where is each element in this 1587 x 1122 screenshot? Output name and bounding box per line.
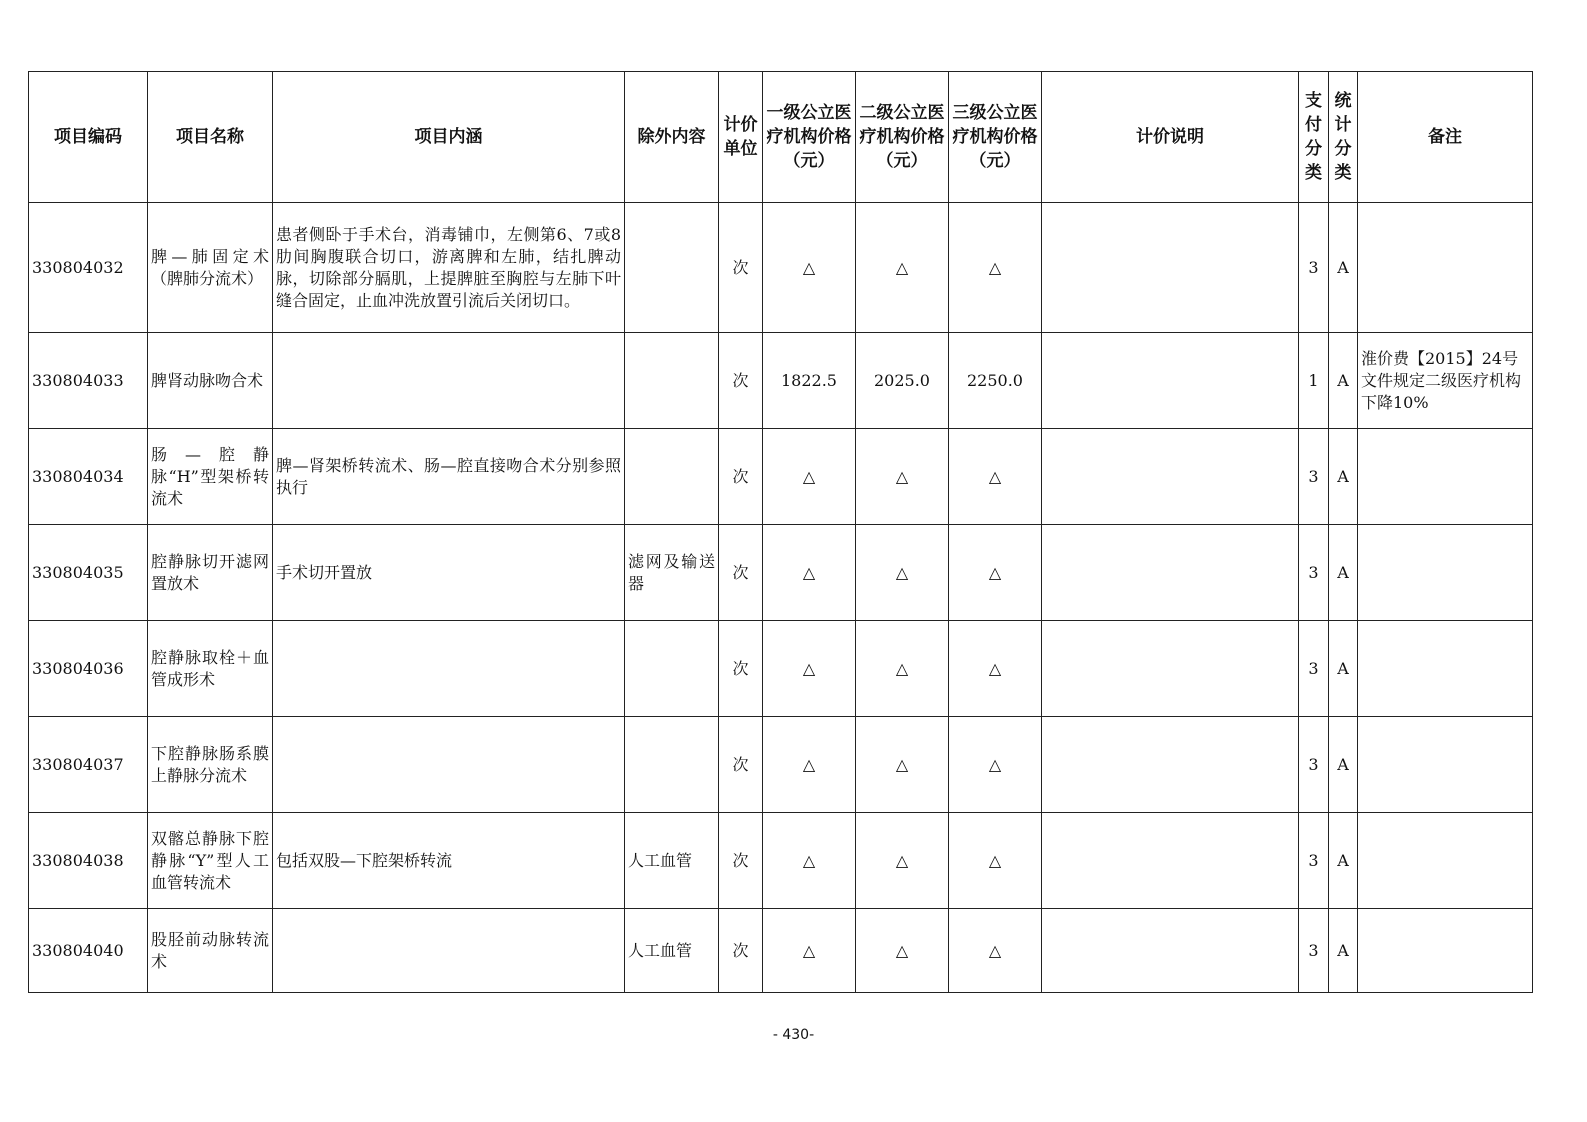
cell-stat-category: A: [1329, 203, 1358, 333]
cell-content: [273, 621, 625, 717]
cell-name: 脾—肺固定术（脾肺分流术）: [148, 203, 273, 333]
cell-price-level3: △: [949, 203, 1042, 333]
cell-price-level1: △: [763, 909, 856, 993]
cell-pricing-note: [1042, 813, 1299, 909]
cell-price-level2: △: [856, 717, 949, 813]
cell-stat-category: A: [1329, 429, 1358, 525]
header-code: 项目编码: [29, 72, 148, 203]
cell-exclusions: [625, 717, 719, 813]
cell-price-level3: △: [949, 717, 1042, 813]
cell-exclusions: 人工血管: [625, 909, 719, 993]
cell-unit: 次: [719, 203, 763, 333]
table-row: [29, 909, 1533, 993]
cell-price-level3: 2250.0: [949, 333, 1042, 429]
cell-price-level1: △: [763, 203, 856, 333]
cell-unit: 次: [719, 621, 763, 717]
header-exclusions: 除外内容: [625, 72, 719, 203]
header-price-level1: 一级公立医疗机构价格（元）: [763, 72, 856, 203]
cell-exclusions: [625, 429, 719, 525]
cell-payment-category: 3: [1299, 429, 1329, 525]
cell-payment-category: 3: [1299, 525, 1329, 621]
cell-payment-category: 3: [1299, 621, 1329, 717]
cell-price-level1: △: [763, 621, 856, 717]
cell-stat-category: A: [1329, 717, 1358, 813]
table-row: [29, 429, 1533, 525]
table-row: [29, 525, 1533, 621]
table-row: [29, 813, 1533, 909]
price-table: [28, 71, 1533, 993]
table-row: [29, 203, 1533, 333]
cell-content: [273, 333, 625, 429]
cell-price-level2: 2025.0: [856, 333, 949, 429]
cell-unit: 次: [719, 717, 763, 813]
cell-code: 330804034: [29, 429, 148, 525]
cell-code: 330804038: [29, 813, 148, 909]
header-content: 项目内涵: [273, 72, 625, 203]
cell-remark: [1358, 717, 1533, 813]
cell-remark: [1358, 525, 1533, 621]
cell-name: 脾肾动脉吻合术: [148, 333, 273, 429]
cell-stat-category: A: [1329, 333, 1358, 429]
header-row: [29, 72, 1533, 203]
cell-code: 330804035: [29, 525, 148, 621]
cell-remark: 淮价费【2015】24号文件规定二级医疗机构下降10%: [1358, 333, 1533, 429]
cell-price-level3: △: [949, 909, 1042, 993]
cell-name: 双髂总静脉下腔静脉“Y”型人工血管转流术: [148, 813, 273, 909]
cell-price-level2: △: [856, 203, 949, 333]
header-payment-category: 支付分类: [1299, 72, 1329, 203]
cell-content: [273, 717, 625, 813]
cell-unit: 次: [719, 333, 763, 429]
header-name: 项目名称: [148, 72, 273, 203]
cell-pricing-note: [1042, 333, 1299, 429]
cell-remark: [1358, 813, 1533, 909]
cell-price-level2: △: [856, 429, 949, 525]
cell-exclusions: 滤网及输送器: [625, 525, 719, 621]
cell-price-level3: △: [949, 621, 1042, 717]
cell-payment-category: 3: [1299, 909, 1329, 993]
cell-content: 手术切开置放: [273, 525, 625, 621]
cell-code: 330804037: [29, 717, 148, 813]
cell-price-level1: △: [763, 717, 856, 813]
cell-stat-category: A: [1329, 813, 1358, 909]
cell-price-level2: △: [856, 621, 949, 717]
cell-remark: [1358, 203, 1533, 333]
cell-unit: 次: [719, 429, 763, 525]
cell-unit: 次: [719, 525, 763, 621]
cell-price-level2: △: [856, 813, 949, 909]
cell-stat-category: A: [1329, 621, 1358, 717]
cell-content: 包括双股—下腔架桥转流: [273, 813, 625, 909]
cell-name: 肠—腔静脉“H”型架桥转流术: [148, 429, 273, 525]
cell-pricing-note: [1042, 621, 1299, 717]
cell-pricing-note: [1042, 525, 1299, 621]
page-number: - 430-: [772, 1027, 815, 1043]
cell-price-level2: △: [856, 525, 949, 621]
cell-content: [273, 909, 625, 993]
header-unit: 计价单位: [719, 72, 763, 203]
cell-exclusions: [625, 203, 719, 333]
cell-unit: 次: [719, 813, 763, 909]
cell-pricing-note: [1042, 909, 1299, 993]
cell-price-level3: △: [949, 813, 1042, 909]
cell-price-level2: △: [856, 909, 949, 993]
cell-name: 下腔静脉肠系膜上静脉分流术: [148, 717, 273, 813]
cell-code: 330804040: [29, 909, 148, 993]
cell-code: 330804036: [29, 621, 148, 717]
cell-stat-category: A: [1329, 525, 1358, 621]
cell-content: 患者侧卧于手术台，消毒铺巾，左侧第6、7或8肋间胸腹联合切口，游离脾和左肺，结扎脾动脉，切除部分膈肌，上提脾脏至胸腔与左肺下叶缝合固定，止血冲洗放置引流后关闭切口。: [273, 203, 625, 333]
cell-content: 脾—肾架桥转流术、肠—腔直接吻合术分别参照执行: [273, 429, 625, 525]
cell-stat-category: A: [1329, 909, 1358, 993]
cell-remark: [1358, 621, 1533, 717]
cell-pricing-note: [1042, 429, 1299, 525]
header-pricing-note: 计价说明: [1042, 72, 1299, 203]
cell-remark: [1358, 429, 1533, 525]
cell-pricing-note: [1042, 717, 1299, 813]
header-stat-category: 统计分类: [1329, 72, 1358, 203]
table-row: [29, 333, 1533, 429]
cell-payment-category: 3: [1299, 717, 1329, 813]
header-price-level3: 三级公立医疗机构价格（元）: [949, 72, 1042, 203]
cell-payment-category: 3: [1299, 203, 1329, 333]
cell-remark: [1358, 909, 1533, 993]
cell-name: 腔静脉取栓＋血管成形术: [148, 621, 273, 717]
cell-price-level1: △: [763, 429, 856, 525]
cell-name: 腔静脉切开滤网置放术: [148, 525, 273, 621]
cell-exclusions: 人工血管: [625, 813, 719, 909]
cell-name: 股胫前动脉转流术: [148, 909, 273, 993]
table-row: [29, 621, 1533, 717]
cell-price-level1: 1822.5: [763, 333, 856, 429]
header-price-level2: 二级公立医疗机构价格（元）: [856, 72, 949, 203]
cell-code: 330804033: [29, 333, 148, 429]
cell-payment-category: 3: [1299, 813, 1329, 909]
cell-payment-category: 1: [1299, 333, 1329, 429]
cell-unit: 次: [719, 909, 763, 993]
cell-exclusions: [625, 333, 719, 429]
table-row: [29, 717, 1533, 813]
cell-price-level3: △: [949, 429, 1042, 525]
cell-price-level1: △: [763, 525, 856, 621]
cell-price-level3: △: [949, 525, 1042, 621]
cell-pricing-note: [1042, 203, 1299, 333]
cell-exclusions: [625, 621, 719, 717]
cell-code: 330804032: [29, 203, 148, 333]
cell-price-level1: △: [763, 813, 856, 909]
header-remark: 备注: [1358, 72, 1533, 203]
